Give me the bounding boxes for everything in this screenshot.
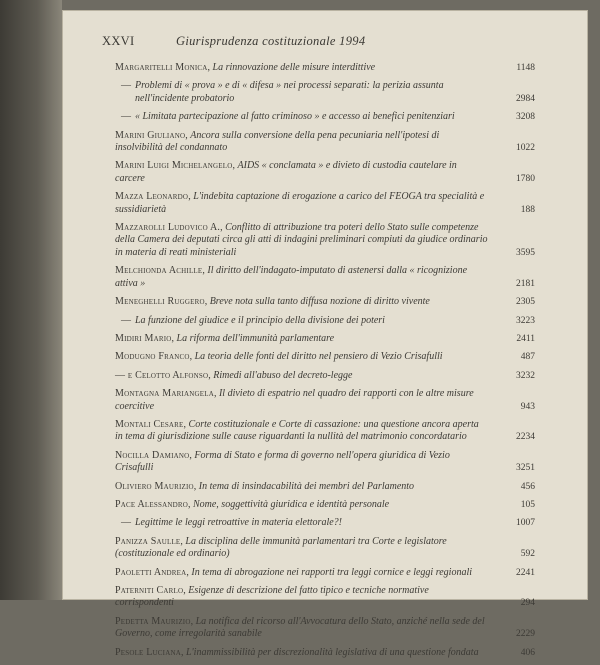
entry-page-number: 3232 [516, 370, 535, 381]
entry-title: La notifica del ricorso all'Avvocatura dello Stato, anziché nella sede del Governo, come irregolarità sanabile [115, 615, 485, 640]
entry-author: Paoletti Andrea [115, 566, 187, 578]
author-index-list [115, 62, 535, 665]
index-entry: Paoletti Andrea, In tema di abrogazione nei rapporti tra leggi cornice e leggi regionali 2241 [115, 566, 535, 578]
entry-author: Oliviero Maurizio [115, 480, 194, 492]
entry-title: La riforma dell'immunità parlamentare [176, 332, 335, 344]
entry-page-number: 2241 [516, 567, 535, 578]
entry-page-number: 1780 [516, 173, 535, 184]
index-entry [115, 315, 535, 327]
index-entry: Melchionda Achille, Il diritto dell'indagato-imputato di astenersi dalla « ricognizione attiva » 2181 [115, 265, 535, 289]
index-entry: Marini Luigi Michelangelo, AIDS « conclamata » e divieto di custodia cautelare in carcere 1780 [115, 160, 535, 184]
entry-title: In tema di abrogazione nei rapporti tra leggi cornice e leggi regionali [191, 566, 473, 578]
entry-author: Melchionda Achille [115, 265, 203, 277]
entry-title: Nome, soggettività giuridica e identità personale [192, 498, 390, 510]
ditto-dash: — [121, 314, 131, 326]
entry-author: Meneghelli Ruggero [115, 296, 205, 308]
index-entry: Paterniti Carlo, Esigenze di descrizione del fatto tipico e tecniche normative corrispondenti 294 [115, 585, 535, 609]
entry-page-number: 1148 [516, 63, 535, 73]
entry-page-number: 2411 [516, 333, 535, 344]
entry-author: Marini Luigi Michelangelo [115, 160, 233, 172]
entry-page-number: 2984 [516, 93, 535, 104]
entry-page-number: 3208 [516, 112, 535, 123]
index-entry: Mazza Leonardo, L'indebita captazione di erogazione a carico del FEOGA tra specialità e sussidiarietà 188 [115, 191, 535, 215]
entry-title: La rinnovazione delle misure interdittive [212, 62, 376, 73]
entry-title: Ancora sulla conversione della pena pecuniaria nell'ipotesi di insolvibilità del condannato [115, 129, 440, 154]
index-entry: Montali Cesare, Corte costituzionale e Corte di cassazione: una questione ancora aperta in tema di giurisdizione sulle cause riguardanti la nullità del matrimonio concordatario 2234 [115, 418, 535, 443]
entry-title: Esigenze di descrizione del fatto tipico e tecniche normative corrispondenti [115, 585, 429, 609]
entry-author: Panizza Saulle [115, 535, 181, 547]
entry-page-number: 406 [520, 647, 535, 658]
entry-page-number: 3251 [516, 463, 535, 474]
entry-page-number: 456 [520, 481, 535, 492]
entry-author: Margaritelli Monica [115, 62, 208, 73]
entry-page-number: 592 [520, 549, 535, 560]
entry-page-number: 188 [520, 204, 535, 215]
entry-title: Forma di Stato e forma di governo nell'opera giuridica di Vezio Crisafulli [115, 449, 450, 474]
entry-title: La teoria delle fonti del diritto nel pensiero di Vezio Crisafulli [194, 351, 443, 363]
entry-title: Rimedi all'abuso del decreto-legge [213, 369, 353, 381]
entry-title: Il divieto di espatrio nel quadro dei rapporti con le altre misure coercitive [115, 388, 474, 412]
index-entry: Nocilla Damiano, Forma di Stato e forma di governo nell'opera giuridica di Vezio Crisafulli 3251 [115, 449, 535, 474]
entry-page-number: 943 [520, 401, 535, 412]
page-number: XXVI [102, 34, 135, 48]
entry-page-number: 2234 [516, 432, 535, 443]
index-entry: Modugno Franco, La teoria delle fonti del diritto nel pensiero di Vezio Crisafulli 487 [115, 351, 535, 363]
running-title: Giurisprudenza costituzionale 1994 [176, 34, 366, 48]
index-entry: Meneghelli Ruggero, Breve nota sulla tanto diffusa nozione di diritto vivente 2305 [115, 296, 535, 308]
entry-title: Breve nota sulla tanto diffusa nozione di diritto vivente [209, 296, 430, 308]
entry-page-number: 2181 [516, 278, 535, 289]
entry-title: Corte costituzionale e Corte di cassazione: una questione ancora aperta in tema di giurisdizione sulle cause riguardanti la nullità del matrimonio concordatario [115, 418, 479, 443]
entry-page-number: 105 [520, 499, 535, 510]
entry-title: La funzione del giudice e il principio della divisione dei poteri [135, 314, 385, 326]
entry-author: Modugno Franco [115, 351, 190, 363]
entry-title: Problemi di « prova » e di « difesa » nei processi separati: la perizia assunta nell'incidente probatorio [135, 80, 444, 104]
entry-title: L'indebita captazione di erogazione a carico del FEOGA tra specialità e sussidiarietà [115, 191, 485, 215]
book-binding-shadow [0, 0, 62, 600]
entry-page-number: 294 [520, 598, 535, 609]
entry-page-number: 1007 [516, 518, 535, 529]
book-page [62, 10, 588, 658]
index-entry [115, 80, 535, 105]
ditto-dash: — [121, 111, 131, 123]
entry-title: AIDS « conclamata » e divieto di custodia cautelare in carcere [115, 160, 457, 184]
entry-author: Mazza Leonardo [115, 191, 189, 203]
entry-title: Legittime le leggi retroattive in materia elettorale?! [135, 517, 342, 529]
entry-author: Marini Giuliano [115, 129, 186, 141]
entry-author: Pedetta Maurizio [115, 615, 191, 627]
index-entry: Pesole Luciana, L'inammissibilità per discrezionalità legislativa di una questione fondata 406 [115, 646, 535, 658]
entry-page-number: 3223 [516, 315, 535, 326]
entry-page-number: 2305 [516, 297, 535, 308]
entry-author: — e Celotto Alfonso [115, 369, 209, 381]
entry-page-number: 1022 [516, 143, 535, 154]
entry-page-number: 2229 [516, 629, 535, 640]
entry-author: Montagna Mariangela [115, 388, 214, 400]
entry-title: Il diritto dell'indagato-imputato di astenersi dalla « ricognizione attiva » [115, 265, 468, 289]
entry-page-number: 487 [520, 352, 535, 363]
entry-title: Conflitto di attribuzione tra poteri dello Stato sulle competenze della Camera dei deputati circa gli atti di indagini preliminari compiuti da giudice ordinario in materia di reati ministeriali [115, 222, 488, 258]
index-entry: Oliviero Maurizio, In tema di insindacabilità dei membri del Parlamento 456 [115, 480, 535, 492]
index-entry: Marini Giuliano, Ancora sulla conversione della pena pecuniaria nell'ipotesi di insolvibilità del condannato 1022 [115, 129, 535, 154]
index-entry: Margaritelli Monica, La rinnovazione delle misure interdittive 1148 [115, 62, 535, 73]
entry-author: Paterniti Carlo [115, 585, 184, 596]
index-entry: Panizza Saulle, La disciplina delle immunità parlamentari tra Corte e legislatore (costituzionale ed ordinario) 592 [115, 535, 535, 560]
entry-title: La disciplina delle immunità parlamentari tra Corte e legislatore (costituzionale ed ordinario) [115, 535, 447, 560]
entry-title: In tema di insindacabilità dei membri del Parlamento [198, 480, 415, 492]
entry-author: Pesole Luciana [115, 646, 181, 658]
index-entry: Midiri Mario, La riforma dell'immunità parlamentare 2411 [115, 332, 535, 344]
index-entry [115, 111, 535, 123]
index-entry: — e Celotto Alfonso, Rimedi all'abuso del decreto-legge 3232 [115, 369, 535, 381]
index-entry: Pedetta Maurizio, La notifica del ricorso all'Avvocatura dello Stato, anziché nella sede del Governo, come irregolarità sanabile 2229 [115, 615, 535, 640]
entry-page-number: 3595 [516, 247, 535, 258]
entry-author: Montali Cesare [115, 418, 184, 430]
index-entry: Pace Alessandro, Nome, soggettività giuridica e identità personale 105 [115, 498, 535, 510]
index-entry [115, 517, 535, 529]
entry-title: L'inammissibilità per discrezionalità legislativa di una questione fondata [185, 646, 479, 658]
ditto-dash: — [121, 517, 131, 529]
entry-title: « Limitata partecipazione al fatto criminoso » e accesso ai benefici penitenziari [135, 111, 455, 123]
entry-author: Pace Alessandro [115, 498, 188, 510]
entry-author: Nocilla Damiano [115, 449, 190, 461]
entry-author: Midiri Mario [115, 332, 172, 344]
entry-author: Mazzarolli Ludovico A. [115, 222, 221, 234]
ditto-dash: — [121, 80, 131, 92]
index-entry: Montagna Mariangela, Il divieto di espatrio nel quadro dei rapporti con le altre misure coercitive 943 [115, 388, 535, 412]
index-entry: Mazzarolli Ludovico A., Conflitto di attribuzione tra poteri dello Stato sulle competenze della Camera dei deputati circa gli atti di indagini preliminari compiuti da giudice ordinario in materia di reati ministeriali 3595 [115, 222, 535, 258]
